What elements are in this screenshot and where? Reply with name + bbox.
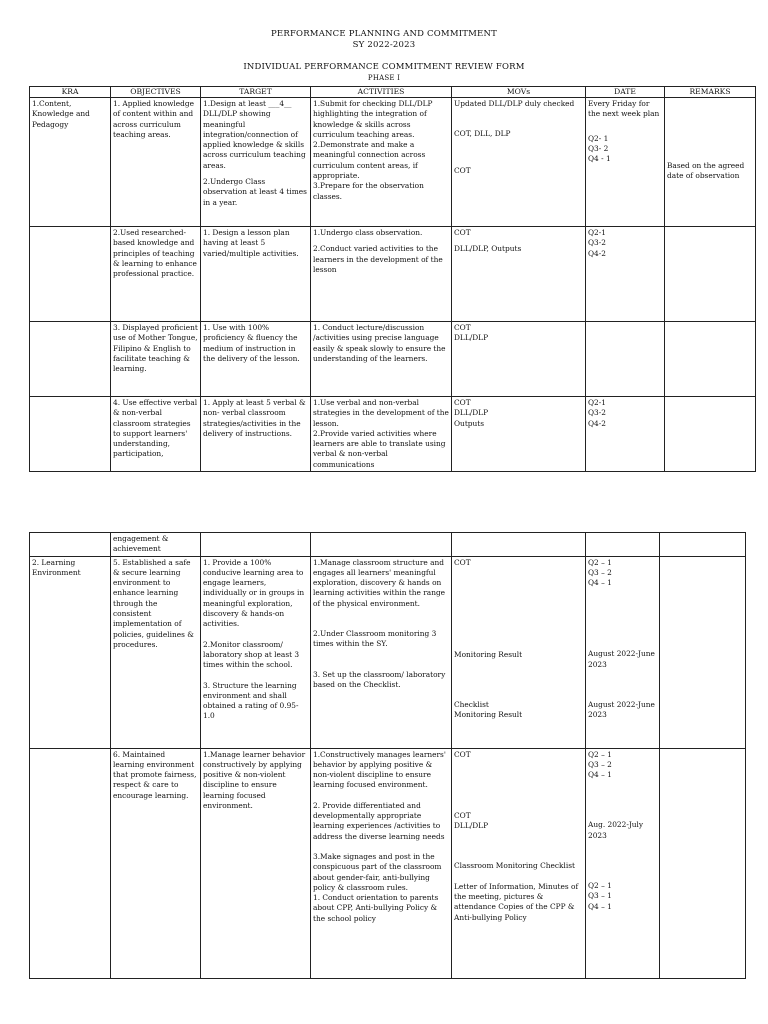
table-row bbox=[30, 533, 746, 557]
objective-cell: 1. Applied knowledge of content within and across curriculum teaching areas. bbox=[113, 99, 194, 139]
objective-cell: 6. Maintained learning environment that promote fairness, respect & care to encourage learning. bbox=[113, 749, 197, 800]
activity-cell: 2.Provide varied activities where learners are able to translate using verbal & non-verbal communications bbox=[313, 428, 446, 469]
mov-cell: COT bbox=[454, 749, 471, 759]
activity-cell: 3.Prepare for the observation classes. bbox=[313, 181, 424, 201]
mov-cell: Checklist Monitoring Result bbox=[454, 700, 523, 720]
mov-cell: COT bbox=[454, 228, 471, 237]
mov-cell: COT bbox=[454, 165, 471, 175]
header-row bbox=[30, 87, 756, 98]
col-activities: ACTIVITIES bbox=[311, 87, 452, 98]
col-objectives: OBJECTIVES bbox=[111, 87, 201, 98]
kra-cell: 1.Content, Knowledge and Pedagogy bbox=[32, 99, 90, 129]
target-cell: 2.Undergo Class observation at least 4 times in a year. bbox=[203, 177, 307, 207]
date-cell: August 2022-June 2023 bbox=[588, 649, 655, 669]
remarks-cell: Based on the agreed date of observation bbox=[667, 161, 745, 181]
activity-cell: 1. Conduct lecture/discussion /activities using precise language easily & speak slowly to ensure the understanding of the learners. bbox=[313, 323, 446, 363]
activity-cell: 2.Demonstrate and make a meaningful connection across curriculum content areas, if appropriate. bbox=[313, 140, 426, 181]
objective-cell: 3. Displayed proficient use of Mother Tongue, Filipino & English to facilitate teaching & learning. bbox=[113, 323, 198, 374]
activity-cell: 3.Make signages and post in the conspicuous part of the classroom about gender-fair, anti-bullying policy & classroom rules. bbox=[313, 851, 442, 892]
objective-cell: engagement & achievement bbox=[113, 534, 169, 554]
activity-cell: 1.Manage classroom structure and engages all learners' meaningful exploration, discovery & hands on learning activities within the range of the physical environment. bbox=[313, 557, 446, 608]
date-cell: Q2 – 1 Q3 – 2 Q4 – 1 bbox=[588, 557, 612, 588]
col-kra: KRA bbox=[30, 87, 111, 98]
activity-cell: 1.Submit for checking DLL/DLP highlighting the integration of knowledge & skills across curriculum teaching areas. bbox=[313, 99, 433, 139]
date-cell: Aug. 2022-July 2023 bbox=[588, 820, 644, 840]
target-cell: 1. Apply at least 5 verbal & non- verbal classroom strategies/activities in the delivery of instructions. bbox=[203, 398, 306, 438]
form-title: PERFORMANCE PLANNING AND COMMITMENT bbox=[271, 29, 497, 39]
date-cell: Q2 – 1 Q3 – 1 Q4 – 1 bbox=[588, 881, 612, 911]
activity-cell: 3. Set up the classroom/ laboratory based on the Checklist. bbox=[313, 669, 446, 689]
date-cell: Q2 – 1 Q3 – 2 Q4 – 1 bbox=[588, 749, 612, 780]
mov-cell: Classroom Monitoring Checklist bbox=[454, 861, 575, 871]
objective-cell: 4. Use effective verbal & non-verbal classroom strategies to support learners' understanding, participation, bbox=[113, 398, 198, 459]
phase-label: PHASE I bbox=[367, 74, 401, 82]
mov-cell: Letter of Information, Minutes of the meeting, pictures & attendance Copies of the CPP & Anti-bullying Policy bbox=[454, 881, 579, 922]
table-row bbox=[30, 98, 756, 227]
date-cell: Q2-1 Q3-2 Q4-2 bbox=[588, 228, 606, 258]
table-row bbox=[30, 748, 746, 978]
date-cell: Q2- 1 Q3- 2 Q4 - 1 bbox=[588, 133, 611, 164]
table-row bbox=[30, 227, 756, 322]
col-movs: MOVs bbox=[452, 87, 586, 98]
mov-cell: COT DLL/DLP bbox=[454, 810, 489, 831]
objective-cell: 5. Established a safe & secure learning environment to enhance learning through the consistent implementation of policies, guidelines & procedures. bbox=[113, 557, 194, 649]
activity-cell: 1.Constructively manages learners' behavior by applying positive & non-violent discipline to ensure learning focused environment. bbox=[313, 749, 446, 790]
target-cell: 3. Structure the learning environment and shall obtained a rating of 0.95-1.0 bbox=[203, 680, 299, 721]
mov-cell: COT DLL/DLP Outputs bbox=[454, 398, 489, 428]
mov-cell: COT bbox=[454, 557, 471, 567]
mov-cell: COT, DLL, DLP bbox=[454, 129, 511, 139]
target-cell: 1. Design a lesson plan having at least 5 varied/multiple activities. bbox=[203, 228, 299, 258]
kra-cell: 2. Learning Environment bbox=[32, 557, 81, 577]
mov-cell: COT DLL/DLP bbox=[454, 323, 489, 343]
date-cell: Every Friday for the next week plan bbox=[588, 99, 660, 119]
ipcrf-table-page2 bbox=[29, 532, 746, 979]
activity-cell: 1. Conduct orientation to parents about CPP, Anti-bullying Policy & the school policy bbox=[313, 893, 439, 923]
activity-cell: 2. Provide differentiated and developmentally appropriate learning experiences /activities to address the diverse learning needs bbox=[313, 800, 445, 841]
target-cell: 2.Monitor classroom/ laboratory shop at least 3 times within the school. bbox=[203, 639, 300, 670]
mov-cell: Monitoring Result bbox=[454, 649, 523, 659]
col-remarks: REMARKS bbox=[665, 87, 756, 98]
activity-cell: 2.Conduct varied activities to the learners in the development of the lesson bbox=[313, 244, 443, 274]
mov-cell: DLL/DLP, Outputs bbox=[454, 244, 522, 254]
activity-cell: 1.Undergo class observation. bbox=[313, 228, 423, 237]
table-row bbox=[30, 397, 756, 472]
date-cell: August 2022-June 2023 bbox=[588, 700, 655, 720]
form-subtitle: INDIVIDUAL PERFORMANCE COMMITMENT REVIEW FORM bbox=[243, 62, 525, 72]
table-row bbox=[30, 556, 746, 748]
target-cell: 1. Provide a 100% conducive learning area to engage learners, individually or in groups in meaningful exploration, discovery & hands-on activities. bbox=[203, 557, 305, 629]
mov-cell: Updated DLL/DLP duly checked bbox=[454, 99, 575, 108]
col-target: TARGET bbox=[201, 87, 311, 98]
ipcrf-table-page1 bbox=[29, 86, 756, 472]
col-date: DATE bbox=[586, 87, 665, 98]
activity-cell: 1.Use verbal and non-verbal strategies in the development of the lesson. bbox=[313, 398, 449, 428]
target-cell: 1.Design at least ___4__ DLL/DLP showing meaningful integration/connection of applied knowledge & skills across curriculum teaching areas. bbox=[203, 99, 306, 170]
objective-cell: 2.Used researched-based knowledge and principles of teaching & learning to enhance professional practice. bbox=[113, 228, 197, 279]
date-cell: Q2-1 Q3-2 Q4-2 bbox=[588, 398, 606, 428]
activity-cell: 2.Under Classroom monitoring 3 times within the SY. bbox=[313, 629, 437, 649]
table-row bbox=[30, 322, 756, 397]
school-year: SY 2022-2023 bbox=[352, 40, 416, 50]
target-cell: 1.Manage learner behavior constructively by applying positive & non-violent discipline to ensure learning focused environment. bbox=[203, 749, 306, 811]
target-cell: 1. Use with 100% proficiency & fluency the medium of instruction in the delivery of the lesson. bbox=[203, 323, 300, 363]
